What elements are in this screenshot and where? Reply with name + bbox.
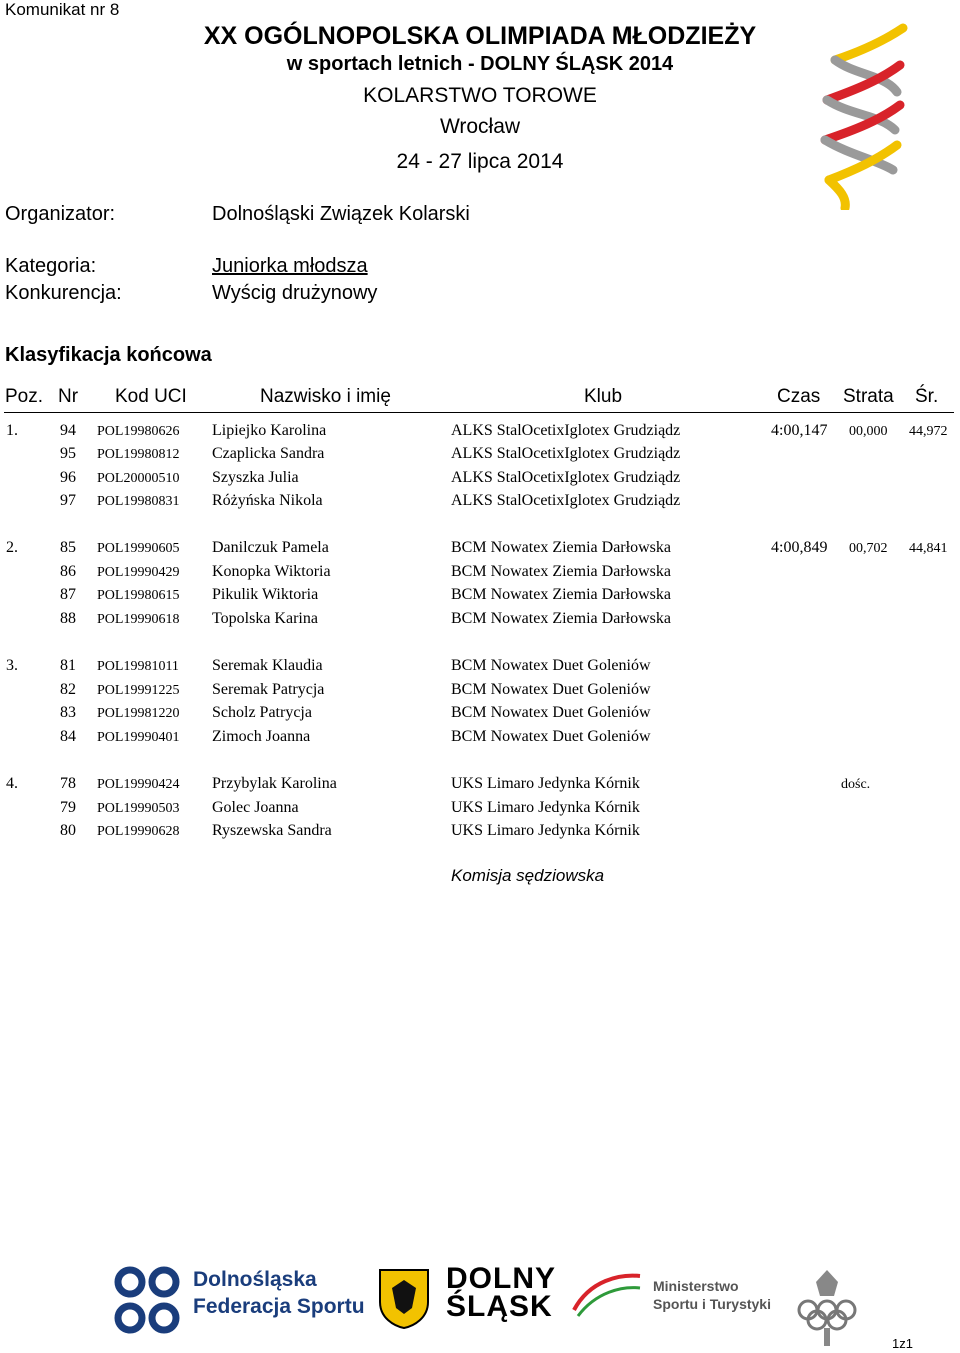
cell-name: Pikulik Wiktoria xyxy=(212,586,319,603)
cell-club: ALKS StalOcetixIglotex Grudziądz xyxy=(451,492,681,509)
cell-name: Danilczuk Pamela xyxy=(212,539,329,556)
cell-uci: POL19991225 xyxy=(97,683,180,698)
cell-club: BCM Nowatex Ziemia Darłowska xyxy=(451,563,671,580)
cell-club: BCM Nowatex Duet Goleniów xyxy=(451,728,651,745)
cell-uci: POL19990401 xyxy=(97,730,180,745)
city: Wrocław xyxy=(439,115,521,138)
cell-loss: 00,000 xyxy=(849,424,888,439)
federation-logo-line2: Federacja Sportu xyxy=(193,1295,365,1318)
olympiad-logo xyxy=(815,20,910,210)
communique-number: Komunikat nr 8 xyxy=(5,0,120,19)
col-header-poz: Poz. xyxy=(5,386,44,407)
cell-club: UKS Limaro Jedynka Kórnik xyxy=(451,775,640,792)
cell-nr: 81 xyxy=(60,657,76,674)
cell-name: Ryszewska Sandra xyxy=(212,822,332,839)
cell-name: Golec Joanna xyxy=(212,799,299,816)
cell-name: Topolska Karina xyxy=(212,610,318,627)
cell-loss: 00,702 xyxy=(849,541,888,556)
cell-nr: 80 xyxy=(60,822,76,839)
sponsor-logos xyxy=(0,1258,960,1351)
cell-poz: 1. xyxy=(6,422,18,439)
organizer-label: Organizator: xyxy=(5,203,116,225)
cell-avg: 44,841 xyxy=(909,541,948,556)
cell-nr: 79 xyxy=(60,799,76,816)
cell-nr: 84 xyxy=(60,728,76,745)
cell-name: Czaplicka Sandra xyxy=(212,445,325,462)
table-row xyxy=(0,539,960,561)
cell-nr: 88 xyxy=(60,610,76,627)
table-row xyxy=(0,704,960,726)
event-subtitle: w sportach letnich - DOLNY ŚLĄSK 2014 xyxy=(286,53,674,75)
olympic-committee-emblem-icon xyxy=(794,1266,860,1348)
table-row xyxy=(0,799,960,821)
cell-club: BCM Nowatex Duet Goleniów xyxy=(451,657,651,674)
table-row xyxy=(0,775,960,797)
cell-club: UKS Limaro Jedynka Kórnik xyxy=(451,822,640,839)
cell-poz: 4. xyxy=(6,775,18,792)
cell-club: BCM Nowatex Duet Goleniów xyxy=(451,681,651,698)
cell-poz: 3. xyxy=(6,657,18,674)
page-number: 1z1 xyxy=(892,1336,913,1351)
cell-name: Lipiejko Karolina xyxy=(212,422,327,439)
cell-nr: 86 xyxy=(60,563,76,580)
table-row xyxy=(0,563,960,585)
cell-time: 4:00,147 xyxy=(771,422,828,439)
cell-uci: POL20000510 xyxy=(97,471,180,486)
col-header-time: Czas xyxy=(777,386,821,407)
cell-name: Różyńska Nikola xyxy=(212,492,323,509)
cell-poz: 2. xyxy=(6,539,18,556)
cell-uci: POL19990429 xyxy=(97,565,180,580)
cell-nr: 85 xyxy=(60,539,76,556)
cell-uci: POL19990424 xyxy=(97,777,180,792)
cell-nr: 83 xyxy=(60,704,76,721)
cell-nr: 82 xyxy=(60,681,76,698)
ministry-logo-line1: Ministerstwo xyxy=(653,1278,739,1294)
classification-heading: Klasyfikacja końcowa xyxy=(5,344,212,366)
cell-nr: 95 xyxy=(60,445,76,462)
cell-uci: POL19981011 xyxy=(97,659,179,674)
cell-name: Zimoch Joanna xyxy=(212,728,311,745)
table-row xyxy=(0,681,960,703)
cell-nr: 97 xyxy=(60,492,76,509)
cell-uci: POL19990605 xyxy=(97,541,180,556)
col-header-nr: Nr xyxy=(58,386,79,407)
event-dates: 24 - 27 lipca 2014 xyxy=(396,150,564,173)
cell-time: 4:00,849 xyxy=(771,539,828,556)
table-row xyxy=(0,445,960,467)
table-row xyxy=(0,657,960,679)
event-title: XX OGÓLNOPOLSKA OLIMPIADA MŁODZIEŻY xyxy=(203,22,757,50)
competition-label: Konkurencja: xyxy=(5,282,122,304)
table-row xyxy=(0,422,960,444)
cell-uci: POL19980626 xyxy=(97,424,180,439)
table-row xyxy=(0,822,960,844)
col-header-avg: Śr. xyxy=(915,386,939,407)
table-row xyxy=(0,469,960,491)
cell-name: Seremak Patrycja xyxy=(212,681,325,698)
discipline: KOLARSTWO TOROWE xyxy=(363,84,597,107)
cell-uci: POL19980831 xyxy=(97,494,180,509)
coat-of-arms-icon xyxy=(378,1268,430,1330)
table-row xyxy=(0,586,960,608)
cell-nr: 87 xyxy=(60,586,76,603)
col-header-uci: Kod UCI xyxy=(115,386,187,407)
federation-rings-icon xyxy=(112,1264,184,1338)
category-value: Juniorka młodsza xyxy=(212,255,368,277)
cell-nr: 78 xyxy=(60,775,76,792)
organizer-value: Dolnośląski Związek Kolarski xyxy=(212,203,470,225)
col-header-club: Klub xyxy=(584,386,623,407)
cell-name: Szyszka Julia xyxy=(212,469,299,486)
jury-signature: Komisja sędziowska xyxy=(451,866,605,885)
cell-club: ALKS StalOcetixIglotex Grudziądz xyxy=(451,422,681,439)
table-row xyxy=(0,610,960,632)
cell-name: Seremak Klaudia xyxy=(212,657,323,674)
cell-uci: POL19990618 xyxy=(97,612,180,627)
competition-value: Wyścig drużynowy xyxy=(212,282,378,304)
cell-name: Konopka Wiktoria xyxy=(212,563,331,580)
cell-club: BCM Nowatex Ziemia Darłowska xyxy=(451,539,671,556)
cell-name: Scholz Patrycja xyxy=(212,704,312,721)
cell-nr: 96 xyxy=(60,469,76,486)
dolny-slask-logo-line2: ŚLĄSK xyxy=(446,1290,553,1323)
col-header-loss: Strata xyxy=(843,386,894,407)
cell-name: Przybylak Karolina xyxy=(212,775,337,792)
cell-uci: POL19980812 xyxy=(97,447,180,462)
col-header-name: Nazwisko i imię xyxy=(260,386,391,407)
cell-nr: 94 xyxy=(60,422,76,439)
dolny-slask-logo-line1: DOLNY xyxy=(446,1262,556,1295)
cell-loss: dośc. xyxy=(841,777,871,792)
cell-club: ALKS StalOcetixIglotex Grudziądz xyxy=(451,469,681,486)
table-row xyxy=(0,728,960,750)
category-label: Kategoria: xyxy=(5,255,97,277)
cell-uci: POL19981220 xyxy=(97,706,180,721)
ministry-logo-line2: Sportu i Turystyki xyxy=(653,1296,771,1312)
federation-logo-line1: Dolnośląska xyxy=(193,1268,317,1291)
cell-uci: POL19990503 xyxy=(97,801,180,816)
cell-uci: POL19990628 xyxy=(97,824,180,839)
header-rule xyxy=(4,412,954,413)
cell-club: BCM Nowatex Duet Goleniów xyxy=(451,704,651,721)
cell-club: ALKS StalOcetixIglotex Grudziądz xyxy=(451,445,681,462)
cell-avg: 44,972 xyxy=(909,424,948,439)
cell-uci: POL19980615 xyxy=(97,588,180,603)
ministry-swoosh-icon xyxy=(570,1270,642,1322)
cell-club: UKS Limaro Jedynka Kórnik xyxy=(451,799,640,816)
table-row xyxy=(0,492,960,514)
cell-club: BCM Nowatex Ziemia Darłowska xyxy=(451,586,671,603)
cell-club: BCM Nowatex Ziemia Darłowska xyxy=(451,610,671,627)
